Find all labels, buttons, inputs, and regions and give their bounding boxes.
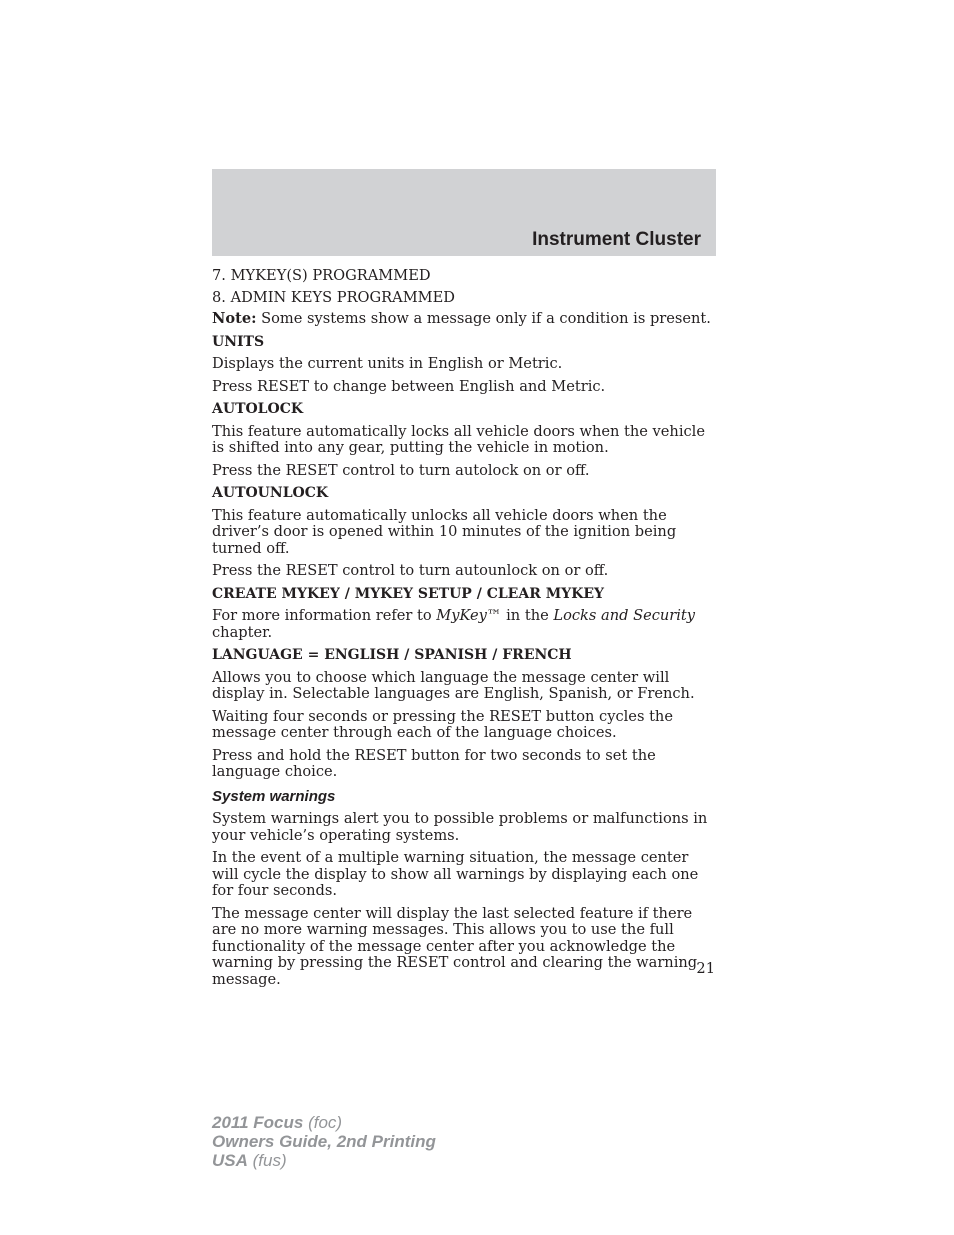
mykey-text-before: For more information refer to bbox=[212, 607, 437, 624]
footer-line-model bbox=[212, 1113, 436, 1132]
heading-system-warnings: System warnings bbox=[212, 787, 336, 805]
heading-language: LANGUAGE = ENGLISH / SPANISH / FRENCH bbox=[212, 647, 572, 663]
footer-model-name: 2011 Focus bbox=[212, 1113, 304, 1132]
language-paragraph-2: Waiting four seconds or pressing the RESET button cycles the message center through each of the language choices. bbox=[212, 707, 673, 741]
mykey-reference-link: MyKey™ bbox=[436, 607, 502, 624]
language-paragraph-3: Press and hold the RESET button for two seconds to set the language choice. bbox=[212, 746, 656, 780]
footer-region-code: (fus) bbox=[247, 1151, 287, 1170]
footer-region-name: USA bbox=[212, 1151, 248, 1170]
heading-autounlock: AUTOUNLOCK bbox=[212, 485, 329, 501]
locks-security-reference-link: Locks and Security bbox=[553, 607, 696, 624]
heading-mykey: CREATE MYKEY / MYKEY SETUP / CLEAR MYKEY bbox=[212, 585, 605, 602]
list-item-mykeys-programmed: 7. MYKEY(S) PROGRAMMED bbox=[212, 267, 431, 284]
mykey-text-after: chapter. bbox=[212, 623, 273, 641]
heading-autolock: AUTOLOCK bbox=[212, 401, 304, 417]
note-text: Some systems show a message only if a condition is present. bbox=[256, 310, 711, 327]
footer-line-guide bbox=[212, 1132, 436, 1151]
autounlock-paragraph-2: Press the RESET control to turn autounlock on or off. bbox=[212, 562, 609, 579]
section-title: Instrument Cluster bbox=[532, 229, 701, 250]
units-paragraph-2: Press RESET to change between English and Metric. bbox=[212, 377, 606, 395]
autounlock-paragraph-1: This feature automatically unlocks all vehicle doors when the driver’s door is opened within 10 minutes of the ignition being turned off. bbox=[212, 506, 677, 557]
system-warnings-paragraph-1: System warnings alert you to possible problems or malfunctions in your vehicle’s operating systems. bbox=[212, 810, 708, 844]
heading-units: UNITS bbox=[212, 333, 265, 350]
note-label: Note: bbox=[212, 310, 257, 327]
list-item-admin-keys-programmed: 8. ADMIN KEYS PROGRAMMED bbox=[212, 288, 455, 306]
document-footer bbox=[212, 1113, 436, 1170]
units-paragraph-1: Displays the current units in English or Metric. bbox=[212, 355, 563, 372]
autolock-paragraph-1: This feature automatically locks all vehicle doors when the vehicle is shifted into any gear, putting the vehicle in motion. bbox=[212, 422, 705, 456]
system-warnings-paragraph-3: The message center will display the last selected feature if there are no more warning messages. This allows you to use the full functionality of the message center after you acknowledge the warning by pressing the RESET control and clearing the warning message. bbox=[212, 904, 698, 988]
mykey-paragraph bbox=[212, 608, 716, 641]
page-number: 21 bbox=[696, 960, 715, 977]
note-paragraph bbox=[212, 311, 716, 328]
page-content bbox=[212, 268, 716, 994]
language-paragraph-1: Allows you to choose which language the message center will display in. Selectable languages are English, Spanish, or French. bbox=[212, 668, 695, 702]
system-warnings-paragraph-2: In the event of a multiple warning situation, the message center will cycle the display to show all warnings by displaying each one for four seconds. bbox=[212, 849, 699, 899]
footer-guide-name: Owners Guide, 2nd Printing bbox=[212, 1132, 436, 1151]
mykey-text-middle: in the bbox=[501, 607, 554, 624]
section-header-band bbox=[212, 169, 716, 256]
footer-line-region bbox=[212, 1151, 436, 1170]
autolock-paragraph-2: Press the RESET control to turn autolock on or off. bbox=[212, 461, 590, 479]
footer-model-code: (foc) bbox=[303, 1113, 343, 1132]
